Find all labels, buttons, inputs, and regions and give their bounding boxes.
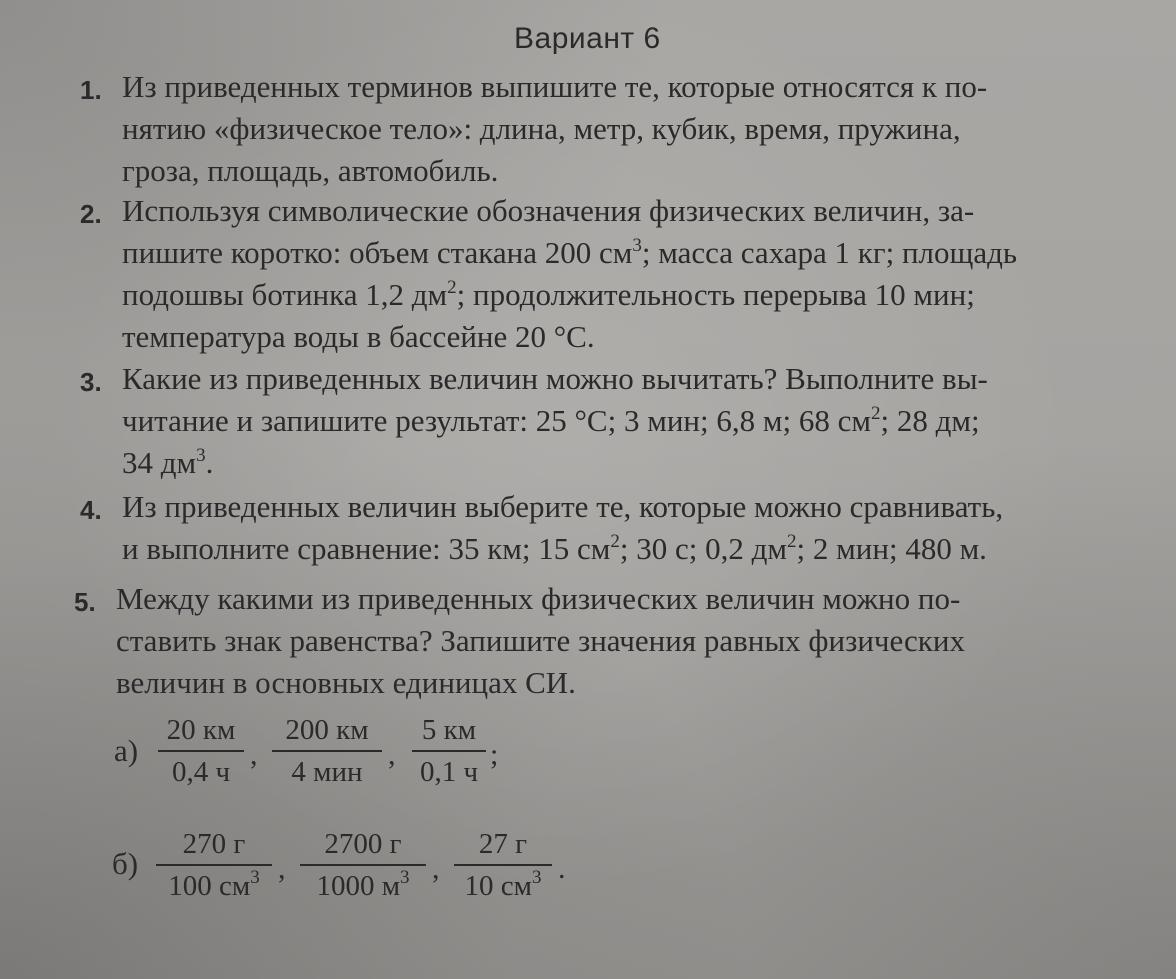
task-number: 5. bbox=[74, 587, 96, 617]
text-run: ; масса сахара 1 кг; площадь bbox=[641, 235, 1018, 270]
separator: , bbox=[250, 738, 258, 771]
superscript: 2 bbox=[787, 531, 797, 552]
fraction-numerator: 2700 г bbox=[324, 828, 402, 860]
fraction bbox=[156, 826, 272, 904]
fraction-bar bbox=[272, 750, 382, 752]
task-line: Используя символические обозначения физических величин, за- bbox=[122, 193, 975, 228]
text-run: и выполните сравнение: 35 км; 15 см bbox=[122, 531, 611, 566]
separator: ; bbox=[490, 738, 499, 771]
text-run: . bbox=[205, 445, 214, 480]
fraction-numerator: 20 км bbox=[166, 714, 236, 746]
fraction bbox=[454, 826, 552, 904]
text-run: 100 см bbox=[168, 870, 251, 902]
part-label: а) bbox=[114, 733, 139, 768]
fraction-bar bbox=[156, 864, 272, 866]
page-title: Вариант 6 bbox=[514, 22, 661, 55]
task-line: Из приведенных терминов выпишите те, которые относятся к по- bbox=[122, 69, 988, 104]
text-run: 10 см bbox=[464, 870, 532, 902]
separator: , bbox=[432, 852, 440, 885]
task-line: нятию «физическое тело»: длина, метр, кубик, время, пружина, bbox=[122, 111, 961, 146]
task-line: гроза, площадь, автомобиль. bbox=[122, 153, 499, 188]
task-number: 2. bbox=[80, 199, 102, 229]
separator: , bbox=[278, 852, 286, 885]
fraction-bar bbox=[158, 750, 244, 752]
fraction-denominator bbox=[300, 868, 426, 904]
task-line: Какие из приведенных величин можно вычитать? Выполните вы- bbox=[122, 361, 988, 396]
text-run: ; 30 с; 0,2 дм bbox=[619, 531, 788, 566]
superscript: 3 bbox=[400, 867, 410, 888]
fraction bbox=[412, 712, 486, 790]
fraction-bar bbox=[454, 864, 552, 866]
fraction-numerator: 27 г bbox=[478, 828, 528, 860]
fraction-numerator: 5 км bbox=[421, 714, 477, 746]
superscript: 3 bbox=[632, 235, 642, 256]
fraction-denominator: 0,4 ч bbox=[171, 756, 231, 788]
fraction bbox=[158, 712, 244, 790]
separator: , bbox=[388, 738, 396, 771]
fraction-bar bbox=[300, 864, 426, 866]
text-run: подошвы ботинка 1,2 дм bbox=[122, 277, 448, 312]
task-line: температура воды в бассейне 20 °С. bbox=[122, 319, 595, 354]
text-run: читание и запишите результат: 25 °С; 3 мин; 6,8 м; 68 см bbox=[122, 403, 871, 438]
text-run: ; 28 дм; bbox=[880, 403, 980, 438]
task-line: Между какими из приведенных физических величин можно по- bbox=[116, 581, 961, 616]
superscript: 3 bbox=[196, 445, 206, 466]
part-label: б) bbox=[112, 846, 139, 881]
task-number: 1. bbox=[80, 75, 102, 105]
superscript: 2 bbox=[610, 531, 620, 552]
text-run: 1000 м bbox=[316, 870, 401, 902]
fraction-denominator: 0,1 ч bbox=[419, 756, 479, 788]
task-line: ставить знак равенства? Запишите значения равных физических bbox=[116, 623, 965, 658]
fraction-denominator: 4 мин bbox=[291, 756, 363, 788]
superscript: 3 bbox=[250, 867, 260, 888]
fraction bbox=[300, 826, 426, 904]
text-run: 34 дм bbox=[122, 445, 197, 480]
fraction-denominator bbox=[156, 868, 272, 904]
task-line: Из приведенных величин выберите те, которые можно сравнивать, bbox=[122, 489, 1004, 524]
fraction-bar bbox=[412, 750, 486, 752]
superscript: 3 bbox=[531, 867, 542, 888]
task-number: 4. bbox=[80, 495, 102, 525]
fraction-numerator: 200 км bbox=[285, 714, 369, 746]
fraction-numerator: 270 г bbox=[182, 828, 246, 860]
text-run: пишите коротко: объем стакана 200 см bbox=[122, 235, 633, 270]
text-run: ; 2 мин; 480 м. bbox=[796, 531, 987, 566]
superscript: 2 bbox=[447, 277, 457, 298]
fraction-denominator bbox=[454, 868, 552, 904]
task-number: 3. bbox=[80, 367, 102, 397]
task-line: величин в основных единицах СИ. bbox=[116, 665, 576, 700]
text-run: ; продолжительность перерыва 10 мин; bbox=[456, 277, 975, 312]
fraction bbox=[272, 712, 382, 790]
separator: . bbox=[558, 852, 566, 885]
superscript: 2 bbox=[870, 403, 881, 424]
